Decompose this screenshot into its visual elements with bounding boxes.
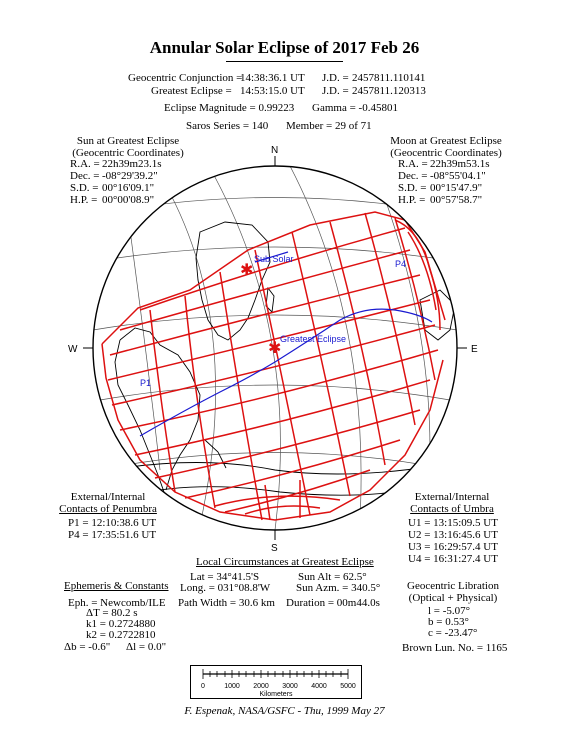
libration-heading: Geocentric Libration (Optical + Physical) [407, 580, 499, 604]
p4-label: P4 [395, 259, 407, 269]
east-label: E [471, 344, 478, 355]
conjunction-label: Geocentric Conjunction = [128, 72, 243, 84]
eclipse-gamma: Gamma = -0.45801 [312, 102, 398, 114]
scale-tick-0: 0 [201, 683, 205, 690]
libration-c: c = -23.47° [428, 627, 478, 639]
libration-l: l = -5.07° [428, 605, 471, 617]
scale-bar [190, 665, 362, 699]
west-label: W [68, 344, 78, 355]
ephemeris-k1: k1 = 0.2724880 [86, 618, 156, 630]
sub-solar-label: Sub Solar [254, 254, 294, 264]
saros-member: Member = 29 of 71 [286, 120, 372, 132]
sun-heading: Sun at Greatest Eclipse (Geocentric Coordinates) [72, 135, 184, 159]
scale-tick-5000: 5000 [340, 683, 356, 690]
ephemeris-dl: Δl = 0.0" [126, 641, 167, 653]
local-duration: Duration = 00m44.0s [286, 597, 380, 609]
ephemeris-k2: k2 = 0.2722810 [86, 629, 156, 641]
sun-coordinates: R.A. = 22h39m23.1s Dec. = -08°29'39.2" S.D. = 00°16'09.1" H.P. = 00°00'08.9" [70, 158, 162, 206]
penumbra-contacts: P1 = 12:10:38.6 UT P4 = 17:35:51.6 UT [68, 517, 157, 541]
greatest-eclipse-jd-label: J.D. = [322, 85, 349, 97]
greatest-eclipse-label: Greatest Eclipse [280, 334, 347, 344]
local-sun-azm: Sun Azm. = 340.5° [296, 582, 381, 594]
ephemeris-heading: Ephemeris & Constants [64, 580, 169, 592]
scale-tick-3000: 3000 [282, 683, 298, 690]
svg-text:✱: ✱ [240, 262, 254, 279]
scale-tick-2000: 2000 [253, 683, 269, 690]
greatest-eclipse-jd-value: 2457811.120313 [352, 85, 426, 97]
moon-heading: Moon at Greatest Eclipse (Geocentric Coordinates) [390, 135, 502, 159]
eclipse-magnitude: Eclipse Magnitude = 0.99223 [164, 102, 295, 114]
ephemeris-dt: ΔT = 80.2 s [86, 607, 138, 619]
conjunction-value: 14:38:36.1 UT [240, 72, 305, 84]
local-path-width: Path Width = 30.6 km [178, 597, 275, 609]
local-lat: Lat = 34°41.5'S [190, 571, 260, 583]
svg-text:✱: ✱ [268, 340, 282, 357]
page-title: Annular Solar Eclipse of 2017 Feb 26 [149, 38, 420, 57]
conjunction-jd-value: 2457811.110141 [352, 72, 426, 84]
conjunction-jd-label: J.D. = [322, 72, 349, 84]
greatest-eclipse-value: 14:53:15.0 UT [240, 85, 305, 97]
umbra-contacts: U1 = 13:15:09.5 UT U2 = 13:16:45.6 UT U3 = 16:29:57.4 UT U4 = 16:31:27.4 UT [408, 517, 498, 565]
south-label: S [271, 543, 278, 554]
brown-lunation: Brown Lun. No. = 1165 [402, 642, 508, 654]
p1-label: P1 [140, 378, 152, 388]
scale-tick-4000: 4000 [311, 683, 327, 690]
local-sun-alt: Sun Alt = 62.5° [298, 571, 367, 583]
saros-series: Saros Series = 140 [186, 120, 269, 132]
sub-solar-marker [240, 262, 253, 279]
ephemeris-db: Δb = -0.6" [64, 641, 111, 653]
greatest-eclipse-label: Greatest Eclipse = [151, 85, 232, 97]
local-long: Long. = 031°08.8'W [180, 582, 271, 594]
central-track [140, 252, 432, 436]
scale-tick-1000: 1000 [224, 683, 240, 690]
north-label: N [271, 145, 279, 156]
moon-coordinates: R.A. = 22h39m53.1s Dec. = -08°55'04.1" S.D. = 00°15'47.9" H.P. = 00°57'58.7" [398, 158, 490, 206]
scale-unit: Kilometers [259, 691, 293, 698]
libration-b: b = 0.53° [428, 616, 469, 628]
footer-credit: F. Espenak, NASA/GSFC - Thu, 1999 May 27 [184, 705, 385, 717]
umbra-heading: External/Internal Contacts of Umbra [410, 491, 494, 515]
local-heading: Local Circumstances at Greatest Eclipse [196, 556, 374, 568]
ephemeris-eph: Eph. = Newcomb/ILE [68, 597, 166, 609]
penumbra-heading: External/Internal Contacts of Penumbra [59, 491, 157, 515]
